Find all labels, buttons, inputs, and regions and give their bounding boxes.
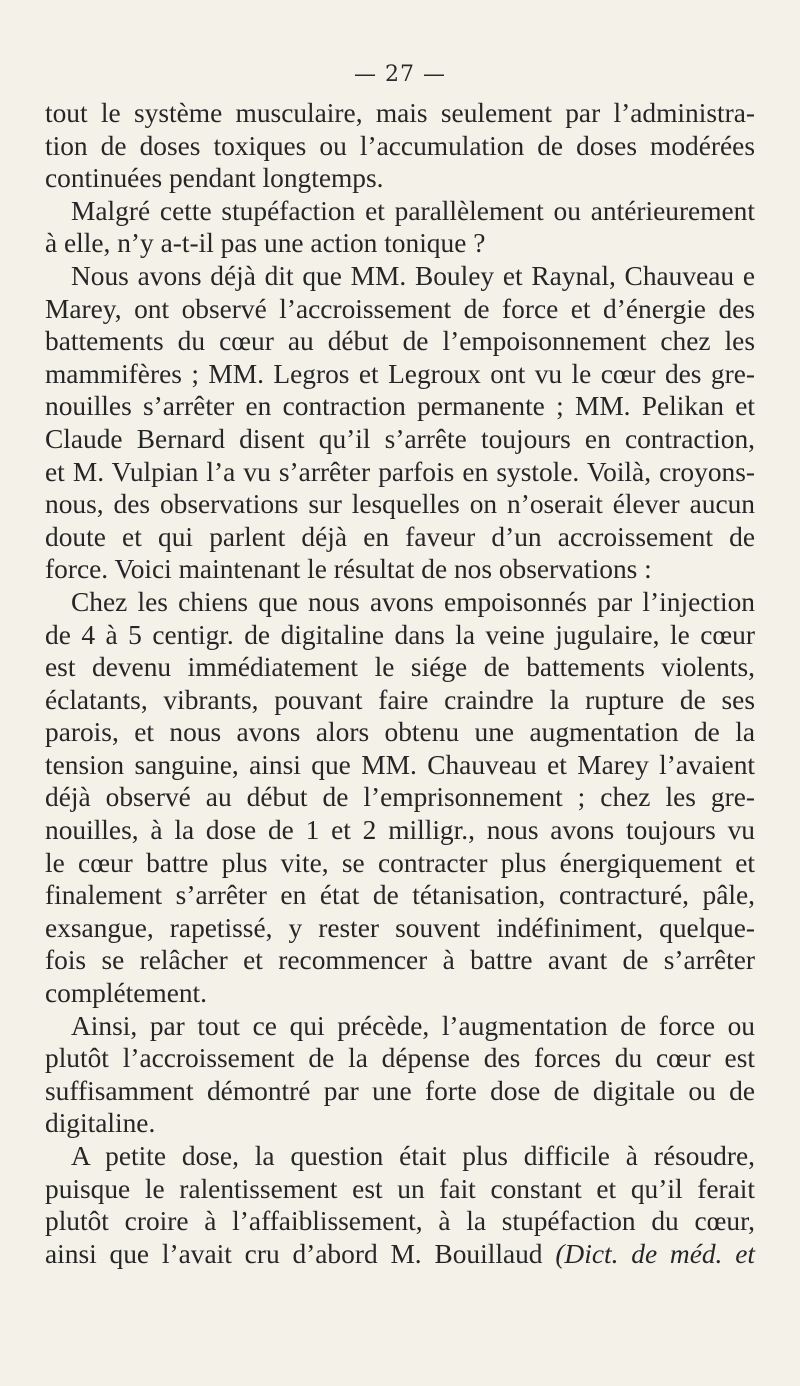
text-line: tension sanguine, ainsi que MM. Chauveau et Marey l’avaient [45,749,755,780]
text-line: force. Voici maintenant le résultat de nos observations : [45,554,652,585]
text-line: finalement s’arrêter en état de tétanisation, contracturé, pâle, [45,880,755,911]
text-line: Nous avons déjà dit que MM. Bouley et Raynal, Chauveau e [71,260,755,291]
text-line: complétement. [45,978,208,1009]
text-line: exsangue, rapetissé, y rester souvent indéfiniment, quelque- [45,912,755,943]
text-line: battements du cœur au début de l’empoisonnement chez les [45,326,755,357]
text-line: digitaline. [45,1108,156,1139]
text-line: de 4 à 5 centigr. de digitaline dans la veine jugulaire, le cœur [45,619,755,650]
text-line: plutôt l’accroissement de la dépense des forces du cœur est [45,1043,755,1074]
body-text [45,97,755,1270]
text-line: parois, et nous avons alors obtenu une augmentation de la [45,717,755,748]
text-line: nouilles, à la dose de 1 et 2 milligr., nous avons toujours vu [45,815,755,846]
text-line: nouilles s’arrêter en contraction permanente ; MM. Pelikan et [45,391,755,422]
text-line: le cœur battre plus vite, se contracter plus énergiquement et [45,847,755,878]
text-line: A petite dose, la question était plus difficile à résoudre, [71,1141,755,1171]
text-line: fois se relâcher et recommencer à battre avant de s’arrêter [45,945,755,976]
text-line: nous, des observations sur lesquelles on n’oserait élever aucun [45,489,755,520]
text-line: tion de doses toxiques ou l’accumulation de doses modérées [45,130,755,161]
text-line: à elle, n’y a-t-il pas une action tonique ? [45,228,486,259]
text-line: puisque le ralentissement est un fait constant et qu’il ferait [45,1173,755,1204]
text-line: éclatants, vibrants, pouvant faire craindre la rupture de ses [45,684,755,715]
text-line: déjà observé au début de l’emprisonnement ; chez les gre- [45,782,755,813]
text-line: Malgré cette stupéfaction et parallèlement ou antérieurement [71,195,755,226]
text-line: plutôt croire à l’affaiblissement, à la stupéfaction du cœur, [45,1206,755,1237]
page-number: — 27 — [354,62,446,87]
text-line: doute et qui parlent déjà en faveur d’un accroissement de [45,521,755,552]
text-line: est devenu immédiatement le siége de battements violents, [45,652,755,683]
text-line: suffisamment démontré par une forte dose de digitale ou de [45,1075,755,1106]
text-line-final [45,1238,755,1271]
text-line: et M. Vulpian l’a vu s’arrêter parfois en systole. Voilà, croyons- [45,456,755,487]
final-line-text: ainsi que l’avait cru d’abord M. Bouillaud [45,1238,543,1269]
text-line: mammifères ; MM. Legros et Legroux ont vu le cœur des gre- [45,358,755,389]
text-line: Chez les chiens que nous avons empoisonnés par l’injection [71,586,755,617]
citation-reference: (Dict. de méd. et [555,1238,755,1269]
text-line: Ainsi, par tout ce qui précède, l’augmentation de force ou [71,1010,755,1041]
text-line: Marey, ont observé l’accroissement de force et d’énergie des [45,293,755,324]
text-line: Claude Bernard disent qu’il s’arrête toujours en contraction, [45,423,755,454]
text-line: tout le système musculaire, mais seulement par l’administra- [45,98,755,128]
text-line: continuées pendant longtemps. [45,163,384,194]
